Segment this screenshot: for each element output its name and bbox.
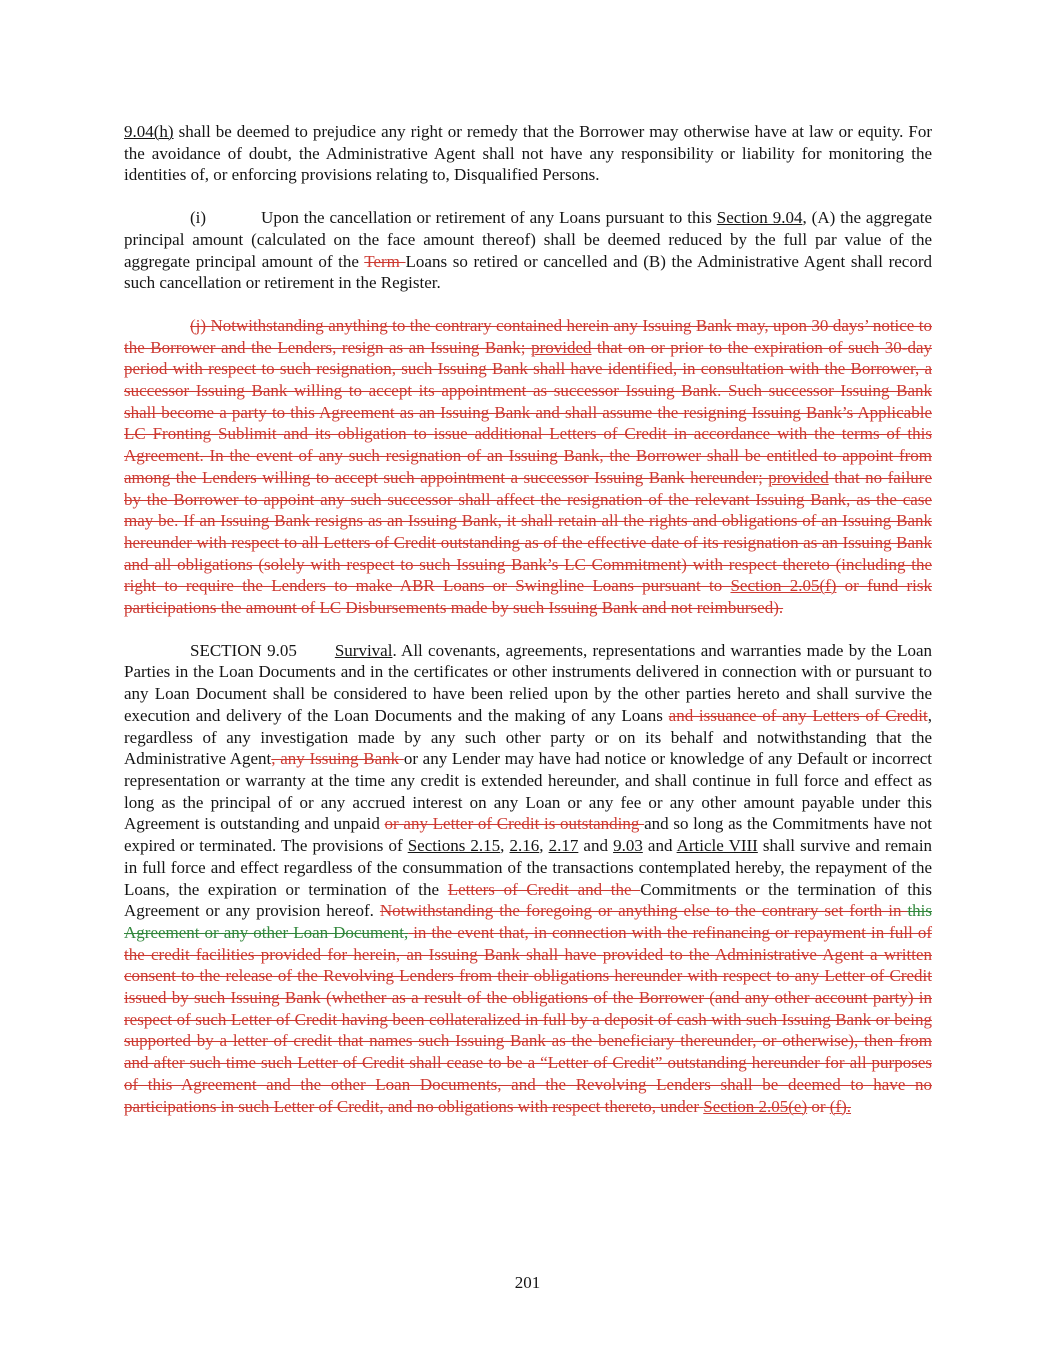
- text-run: 2.17: [548, 836, 579, 856]
- text-run: and: [642, 836, 677, 856]
- text-run: Survival: [334, 640, 393, 660]
- tab-spacer: [297, 655, 335, 656]
- page-number: 201: [514, 1273, 541, 1292]
- text-run: , regardless of any investigation made by any such other party or on its behalf and notwithstanding that the Administrative Agent: [124, 705, 932, 769]
- text-run: , (A) the aggregate principal amount (calculated on the face amount thereof) shall be deemed reduced by the full par value of the aggregate principal amount of the: [124, 208, 933, 271]
- text-run: 9.03: [613, 836, 643, 856]
- text-run: Section 9.04: [716, 208, 803, 228]
- text-run: shall be deemed to prejudice any right or remedy that the Borrower may otherwise have at law or equity. For the avoidance of doubt, the Administrative Agent shall not have any responsibility or liability for monitoring the identities of, or enforcing provisions relating to, Disqualified Persons.: [124, 122, 932, 185]
- text-run: Commitments or the termination of this Agreement or any provision hereof.: [124, 879, 932, 921]
- document-body: [124, 121, 932, 1138]
- text-run: SECTION 9.05: [190, 640, 297, 660]
- text-run: ,: [539, 836, 549, 856]
- text-run: that no failure by the Borrower to appoint any such successor shall affect the resignation of the relevant Issuing Bank, as the case may be. If an Issuing Bank resigns as an Issuing Bank, it shall retain all the rights and obligations of an Issuing Bank hereunder with respect to all Letters of Credit outstanding as of the effective date of its resignation as an Issuing Bank and all obligations (solely with respect to such Issuing Bank’s LC Commitment) with respect thereto (including the right to require the Lenders to make ABR Loans or Swingline Loans pursuant to: [124, 467, 932, 596]
- text-run: , any Issuing Bank: [271, 749, 404, 769]
- text-run: this Agreement or any other Loan Document,: [124, 901, 932, 942]
- text-run: ,: [500, 836, 510, 856]
- text-run: or any Letter of Credit is outstanding: [384, 814, 645, 834]
- text-run: Notwithstanding the foregoing or anything else to the contrary set forth in: [379, 901, 908, 921]
- text-run: Letters of Credit and the: [447, 879, 641, 899]
- text-run: and so long as the Commitments have not expired or terminated. The provisions of: [124, 814, 932, 856]
- text-run: (j) Notwithstanding anything to the contrary contained herein any Issuing Bank may, upon 30 days’ notice to the Borrower and the Lenders, resign as an Issuing Bank;: [124, 315, 932, 357]
- tab-spacer: [206, 222, 261, 223]
- text-run: Term: [364, 251, 406, 271]
- paragraph-section-9-05-survival: [124, 640, 932, 1117]
- text-run: or any Lender may have had notice or knowledge of any Default or incorrect representation or warranty at the time any credit is extended hereunder, and shall continue in full force and effect as long as the principal of or any accrued interest on any Loan or any fee or any other amount payable under this Agreement is outstanding and unpaid: [124, 749, 933, 834]
- text-run: in the event that, in connection with the refinancing or repayment in full of the credit facilities provided for herein, an Issuing Bank shall have provided to the Administrative Agent a written consent to the release of the Revolving Lenders from their obligations hereunder with respect to any Letter of Credit issued by such Issuing Bank (whether as a result of the obligations of the Borrower (and any other account party) in respect of such Letter of Credit having been collateralized in full by a deposit of cash with such Issuing Bank or being supported by a letter of credit that names such Issuing Bank as the beneficiary thereunder, or otherwise), then from and after such time such Letter of Credit shall cease to be a “Letter of Credit” outstanding hereunder for all purposes of this Agreement and the other Loan Documents, and the Revolving Lenders shall be deemed to have no participations in such Letter of Credit, and no obligations with respect thereto, under: [124, 922, 932, 1116]
- paragraph-9-04-h-continuation: [124, 121, 932, 186]
- paragraph-i: [124, 207, 932, 294]
- text-run: Section 2.05(f): [730, 576, 837, 596]
- text-run: shall survive and remain in full force and effect regardless of the consummation of the transactions contemplated hereby, the repayment of the Loans, the expiration or termination of the: [124, 836, 933, 899]
- text-run: or: [807, 1096, 830, 1116]
- text-run: and issuance of any Letters of Credit: [668, 705, 928, 725]
- text-run: Section 2.05(e): [703, 1096, 808, 1116]
- text-run: (f).: [829, 1096, 852, 1116]
- text-run: Article VIII: [676, 836, 758, 856]
- text-run: 9.04(h): [124, 122, 174, 141]
- text-run: that on or prior to the expiration of such 30-day period with respect to such resignation, such Issuing Bank shall have identified, in consultation with the Borrower, a successor Issuing Bank willing to accept its appointment as successor Issuing Bank. Such successor Issuing Bank shall become a party to this Agreement as an Issuing Bank and shall assume the resigning Issuing Bank’s Applicable LC Fronting Sublimit and its obligation to issue additional Letters of Credit in accordance with the terms of this Agreement. In the event of any such resignation of an Issuing Bank, the Borrower shall be entitled to appoint from among the Lenders willing to accept such appointment a successor Issuing Bank hereunder;: [124, 337, 932, 487]
- text-run: Loans so retired or cancelled and (B) the Administrative Agent shall record such cancellation or retirement in the Register.: [124, 251, 932, 293]
- text-run: and: [578, 836, 614, 856]
- text-run: or fund risk participations the amount of LC Disbursements made by such Issuing Bank and not reimbursed).: [124, 576, 932, 618]
- text-run: (i): [190, 208, 207, 228]
- text-run: 2.16: [509, 836, 540, 856]
- text-run: Sections 2.15: [407, 836, 501, 856]
- text-run: provided: [531, 337, 592, 357]
- text-run: . All covenants, agreements, representations and warranties made by the Loan Parties in the Loan Documents and in the certificates or other instruments delivered in connection with or pursuant to any Loan Document shall be considered to have been relied upon by the other parties hereto and shall survive the execution and delivery of the Loan Documents and the making of any Loans: [124, 640, 932, 725]
- text-run: Upon the cancellation or retirement of any Loans pursuant to this: [261, 208, 717, 228]
- text-run: provided: [768, 467, 829, 487]
- paragraph-j-deleted: [124, 315, 932, 619]
